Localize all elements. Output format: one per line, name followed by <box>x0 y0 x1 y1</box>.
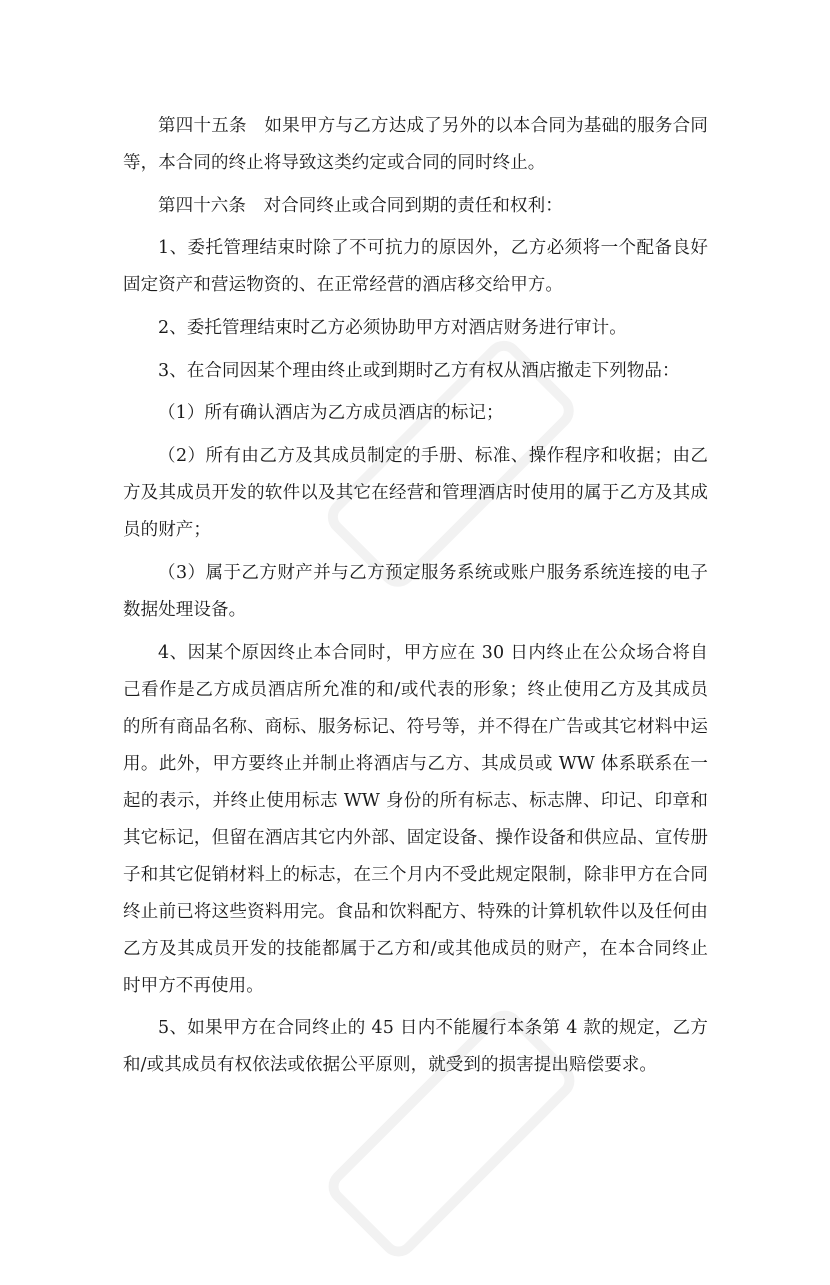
clause-4-paragraph: 4、因某个原因终止本合同时，甲方应在 30 日内终止在公众场合将自己看作是乙方成员酒店所允准的和/或代表的形象；终止使用乙方及其成员的所有商品名称、商标、服务标记、符号等，并不得在广告或其它材料中运用。此外，甲方要终止并制止将酒店与乙方、其成员或 WW 体系联系在一起的表示，并终止使用标志 WW 身份的所有标志、标志牌、印记、印章和其它标记，但留在酒店其它内外部、固定设备、操作设备和供应品、宣传册子和其它促销材料上的标志，在三个月内不受此规定限制，除非甲方在合同终止前已将这些资料用完。食品和饮料配方、特殊的计算机软件以及任何由乙方及其成员开发的技能都属于乙方和/或其他成员的财产，在本合同终止时甲方不再使用。 <box>123 642 708 996</box>
article-45-paragraph: 第四十五条 如果甲方与乙方达成了另外的以本合同为基础的服务合同等，本合同的终止将导致这类约定或合同的同时终止。 <box>123 116 708 173</box>
clause-1-paragraph: 1、委托管理结束时除了不可抗力的原因外，乙方必须将一个配备良好固定资产和营运物资的、在正常经营的酒店移交给甲方。 <box>123 238 708 296</box>
clause-5-paragraph: 5、如果甲方在合同终止的 45 日内不能履行本条第 4 款的规定，乙方和/或其成员有权依法或依据公平原则，就受到的损害提出赔偿要求。 <box>123 1018 708 1076</box>
clause-2-paragraph: 2、委托管理结束时乙方必须协助甲方对酒店财务进行审计。 <box>158 318 627 339</box>
clause-3-item-3: （3）属于乙方财产并与乙方预定服务系统或账户服务系统连接的电子数据处理设备。 <box>123 562 708 620</box>
clause-3-item-2: （2）所有由乙方及其成员制定的手册、标准、操作程序和收据；由乙方及其成员开发的软件以及其它在经营和管理酒店时使用的属于乙方及其成员的财产； <box>123 446 708 541</box>
clause-3-paragraph: 3、在合同因某个理由终止或到期时乙方有权从酒店撤走下列物品： <box>158 360 680 381</box>
article-46-heading: 第四十六条 对合同终止或合同到期的责任和权利： <box>158 195 563 216</box>
clause-3-item-1: （1）所有确认酒店为乙方成员酒店的标记； <box>158 403 504 424</box>
document-body <box>123 108 708 1090</box>
